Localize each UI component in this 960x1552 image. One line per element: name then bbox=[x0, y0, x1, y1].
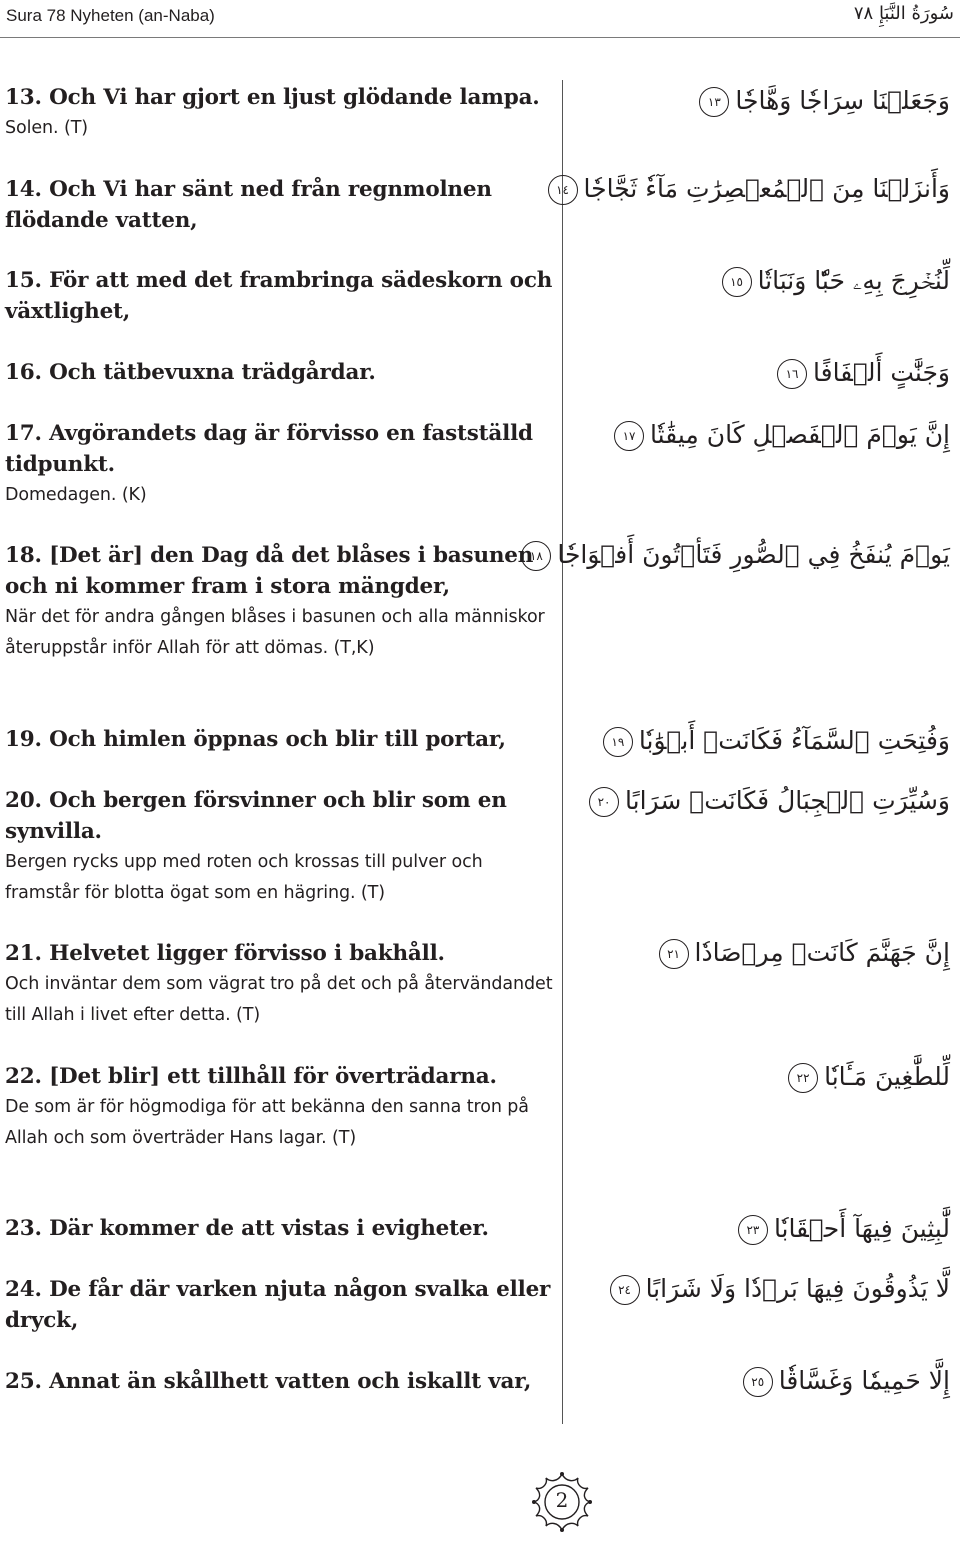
page-number: 2 bbox=[555, 1488, 569, 1512]
arabic-text: وَجَعَلۡنَا سِرَاجٗا وَهَّاجٗا bbox=[735, 86, 950, 115]
verse-21-swedish bbox=[5, 938, 555, 1030]
verse-commentary: Domedagen. (K) bbox=[5, 485, 147, 505]
verse-19-arabic bbox=[570, 724, 950, 758]
ayah-number-icon: ١٤ bbox=[548, 175, 578, 205]
verse-translation: 24. De får där varken njuta någon svalka eller dryck, bbox=[5, 1277, 551, 1333]
verse-24-swedish bbox=[5, 1274, 555, 1336]
verse-translation: 21. Helvetet ligger förvisso i bakhåll. bbox=[5, 941, 445, 966]
ayah-number-icon: ٢٣ bbox=[738, 1215, 768, 1245]
ayah-number-icon: ٢٤ bbox=[610, 1275, 640, 1305]
arabic-text: لِّلطَّٰغِينَ مَـَٔابٗا bbox=[824, 1062, 950, 1091]
verse-16-swedish bbox=[5, 357, 555, 388]
arabic-text: إِلَّا حَمِيمٗا وَغَسَّاقٗا bbox=[778, 1366, 950, 1395]
page-header bbox=[0, 0, 960, 34]
verse-19-swedish bbox=[5, 724, 555, 755]
verse-22-arabic bbox=[570, 1060, 950, 1094]
verse-translation: 25. Annat än skållhett vatten och iskallt var, bbox=[5, 1369, 532, 1394]
ayah-number-icon: ٢٢ bbox=[788, 1063, 818, 1093]
sura-title-swedish: Sura 78 Nyheten (an-Naba) bbox=[6, 6, 215, 25]
arabic-text: إِنَّ جَهَنَّمَ كَانَتۡ مِرۡصَادٗا bbox=[694, 938, 950, 967]
arabic-text: وَفُتِحَتِ ٱلسَّمَآءُ فَكَانَتۡ أَبۡوَٰبٗا bbox=[638, 726, 950, 755]
verse-commentary: Solen. (T) bbox=[5, 118, 89, 138]
verse-translation: 16. Och tätbevuxna trädgårdar. bbox=[5, 360, 376, 385]
verse-commentary: Bergen rycks upp med roten och krossas till pulver och framstår för blotta ögat som en hägring. (T) bbox=[5, 852, 483, 903]
verse-25-arabic bbox=[570, 1364, 950, 1398]
arabic-text: لَّٰبِثِينَ فِيهَآ أَحۡقَابٗا bbox=[773, 1214, 950, 1243]
ayah-number-icon: ١٥ bbox=[722, 267, 752, 297]
ayah-number-icon: ١٨ bbox=[521, 541, 551, 571]
ayah-number-icon: ٢١ bbox=[659, 939, 689, 969]
verse-15-swedish bbox=[5, 265, 555, 327]
sura-title-arabic: سُورَةُ النَّبَإِ ٧٨ bbox=[853, 3, 954, 24]
verse-17-swedish bbox=[5, 418, 555, 511]
verse-17-arabic bbox=[570, 418, 950, 452]
verse-18-swedish bbox=[5, 540, 555, 663]
ayah-number-icon: ٢٥ bbox=[743, 1367, 773, 1397]
verse-13-arabic bbox=[570, 84, 950, 118]
ayah-number-icon: ١٣ bbox=[699, 87, 729, 117]
arabic-text: إِنَّ يَوۡمَ ٱلۡفَصۡلِ كَانَ مِيقَٰتٗا bbox=[650, 420, 950, 449]
column-divider bbox=[562, 80, 563, 1424]
verse-translation: 23. Där kommer de att vistas i evigheter. bbox=[5, 1216, 489, 1241]
verse-20-swedish bbox=[5, 785, 555, 908]
verse-translation: 20. Och bergen försvinner och blir som en synvilla. bbox=[5, 788, 507, 844]
verse-translation: 13. Och Vi har gjort en ljust glödande lampa. bbox=[5, 85, 540, 110]
page-number-ornament bbox=[530, 1470, 594, 1534]
verse-20-arabic bbox=[570, 784, 950, 818]
verse-translation: 15. För att med det frambringa sädeskorn och växtlighet, bbox=[5, 268, 553, 324]
verse-translation: 17. Avgörandets dag är förvisso en fastställd tidpunkt. bbox=[5, 421, 533, 477]
verse-13-swedish bbox=[5, 82, 555, 144]
ayah-number-icon: ١٧ bbox=[614, 421, 644, 451]
arabic-text: لَّا يَذُوقُونَ فِيهَا بَرۡدٗا وَلَا شَرَابًا bbox=[645, 1274, 950, 1303]
arabic-text: وَأَنزَلۡنَا مِنَ ٱلۡمُعۡصِرَٰتِ مَآءٗ ثَجَّاجٗا bbox=[583, 174, 950, 203]
verse-commentary: Och inväntar dem som vägrat tro på det och på återvändandet till Allah i livet efter detta. (T) bbox=[5, 974, 553, 1025]
ayah-number-icon: ١٩ bbox=[603, 727, 633, 757]
verse-24-arabic bbox=[570, 1272, 950, 1306]
verse-commentary: De som är för högmodiga för att bekänna den sanna tron på Allah och som överträder Hans lagar. (T) bbox=[5, 1097, 529, 1148]
header-divider bbox=[0, 37, 960, 38]
verse-translation: 14. Och Vi har sänt ned från regnmolnen flödande vatten, bbox=[5, 177, 492, 233]
verse-25-swedish bbox=[5, 1366, 555, 1397]
verse-23-arabic bbox=[570, 1212, 950, 1246]
verse-commentary: När det för andra gången blåses i basunen och alla människor återuppstår inför Allah för att dömas. (T,K) bbox=[5, 607, 545, 658]
verse-22-swedish bbox=[5, 1061, 555, 1153]
verse-14-swedish bbox=[5, 174, 555, 236]
arabic-text: يَوۡمَ يُنفَخُ فِي ٱلصُّورِ فَتَأۡتُونَ أَفۡوَاجٗا bbox=[557, 540, 950, 569]
verse-14-arabic bbox=[556, 172, 950, 206]
arabic-text: وَجَنَّٰتٍ أَلۡفَافًا bbox=[813, 358, 950, 387]
verse-translation: 22. [Det blir] ett tillhåll för överträdarna. bbox=[5, 1064, 497, 1089]
verse-18-arabic bbox=[529, 538, 950, 572]
verse-translation: 19. Och himlen öppnas och blir till portar, bbox=[5, 727, 506, 752]
verse-21-arabic bbox=[570, 936, 950, 970]
arabic-text: لِّنُخۡرِجَ بِهِۦ حَبّٗا وَنَبَاتٗا bbox=[757, 266, 950, 295]
ayah-number-icon: ١٦ bbox=[777, 359, 807, 389]
verse-15-arabic bbox=[570, 264, 950, 298]
verse-translation: 18. [Det är] den Dag då det blåses i basunen och ni kommer fram i stora mängder, bbox=[5, 543, 534, 599]
verse-16-arabic bbox=[570, 356, 950, 390]
arabic-text: وَسُيِّرَتِ ٱلۡجِبَالُ فَكَانَتۡ سَرَابًا bbox=[625, 786, 950, 815]
verse-23-swedish bbox=[5, 1213, 555, 1244]
ayah-number-icon: ٢٠ bbox=[589, 787, 619, 817]
